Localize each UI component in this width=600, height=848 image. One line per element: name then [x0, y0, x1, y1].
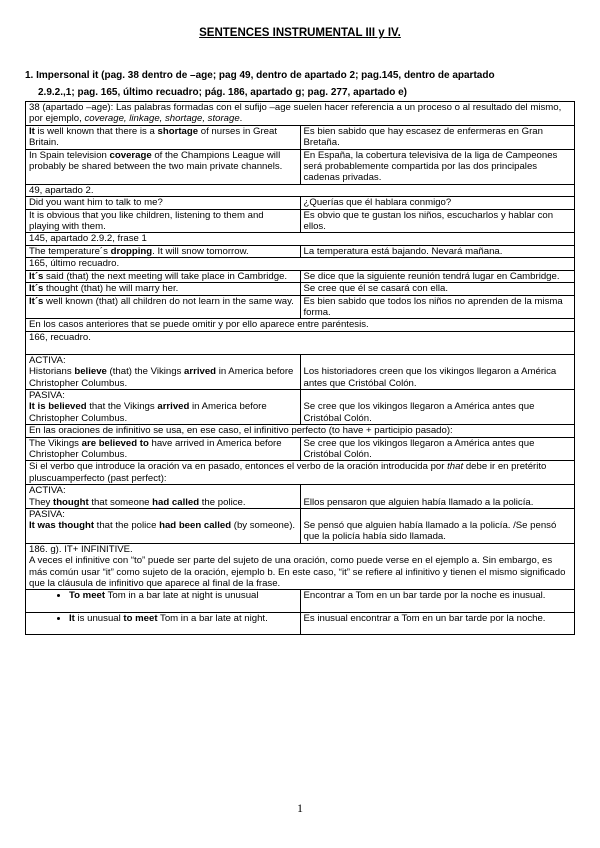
table-row: In Spain television coverage of the Champions League will probably be shared between the two main private channels. En España, la cobertura televisiva de la liga de Campeones será probablemente compartida por las dos principales cadenas privadas. — [26, 149, 575, 184]
table-row: 145, apartado 2.9.2, frase 1 — [26, 233, 575, 245]
page-number: 1 — [297, 801, 303, 815]
list-item: • To meet Tom in a bar late at night is unusual — [69, 590, 297, 601]
table-row: It´s thought (that) he will marry her. Se cree que él se casará con ella. — [26, 283, 575, 295]
table-row: En los casos anteriores that se puede omitir y por ello aparece entre paréntesis. — [26, 319, 575, 331]
table-row: 49, apartado 2. — [26, 184, 575, 196]
table-row: The Vikings are believed to have arrived in America before Christopher Columbus. Se cree que los vikingos llegaron a América antes que Cristóbal Colón. — [26, 437, 575, 461]
table-row: • To meet Tom in a bar late at night is unusual Encontrar a Tom en un bar tarde por la noche es inusual. — [26, 590, 575, 612]
table-row: 165, último recuadro. — [26, 258, 575, 270]
table-row: ACTIVA: Historians believe (that) the Vikings arrived in America before Christopher Columbus. Los historiadores creen que los vikingos llegaron a América antes que Cristóbal Colón. — [26, 354, 575, 389]
heading-line-1: 1. Impersonal it (pag. 38 dentro de –age; pag 49, dentro de apartado 2; pag.145, dentro de apartado — [25, 70, 495, 81]
list-item: • It is unusual to meet Tom in a bar late at night. — [69, 613, 297, 624]
table-row: It´s well known (that) all children do not learn in the same way. Es bien sabido que todos los niños no aprenden de la misma forma. — [26, 295, 575, 319]
table-row: En las oraciones de infinitivo se usa, en ese caso, el infinitivo perfecto (to have + participio pasado): — [26, 425, 575, 437]
table-row: Did you want him to talk to me? ¿Querías que él hablara conmigo? — [26, 197, 575, 209]
table-row: It is well known that there is a shortage of nurses in Great Britain. Es bien sabido que hay escasez de enfermeras en Gran Bretaña. — [26, 125, 575, 149]
section-heading — [25, 67, 585, 101]
table-row: Si el verbo que introduce la oración va en pasado, entonces el verbo de la oración introducida por that debe ir en pretérito pluscuamperfecto (past perfect): — [26, 461, 575, 485]
heading-line-2: 2.9.2.,1; pag. 165, último recuadro; pág. 186, apartado g; pag. 277, apartado e) — [38, 87, 407, 98]
table-row: 38 (apartado –age): Las palabras formadas con el sufijo –age suelen hacer referencia a un proceso o al resultado del mismo, por ejemplo, coverage, linkage, shortage, storage. — [26, 102, 575, 126]
table-row: It´s said (that) the next meeting will take place in Cambridge. Se dice que la siguiente reunión tendrá lugar en Cambridge. — [26, 270, 575, 282]
table-row: ACTIVA: They thought that someone had called the police. Ellos pensaron que alguien había llamado a la policía. — [26, 485, 575, 509]
table-row: • It is unusual to meet Tom in a bar late at night. Es inusual encontrar a Tom en un bar tarde por la noche. — [26, 612, 575, 634]
table-row: 186. g). IT+ INFINITIVE. A veces el infinitive con “to” puede ser parte del sujeto de una oración, como puede verse en el ejemplo a. Sin embargo, es más común usar “it” como sujeto de la oración, ejemplo b. En este caso, “it” se refiere al infinitivo y tienen el mismo significado que la cláusula de infinitivo que aparece al final de la frase. — [26, 543, 575, 590]
table-row: The temperature´s dropping. It will snow tomorrow. La temperatura está bajando. Nevará mañana. — [26, 245, 575, 257]
table-row: It is obvious that you like children, listening to them and playing with them. Es obvio que te gustan los niños, escucharlos y hablar con ellos. — [26, 209, 575, 233]
document-title: SENTENCES INSTRUMENTAL III y IV. — [199, 27, 401, 39]
table-row: PASIVA: It was thought that the police had been called (by someone). Se pensó que alguien había llamado a la policía. /Se pensó que la policía había sido llamada. — [26, 509, 575, 544]
table-row: 166, recuadro. — [26, 331, 575, 354]
sentences-table — [25, 101, 575, 635]
table-row: PASIVA: It is believed that the Vikings arrived in America before Christopher Columbus. Se cree que los vikingos llegaron a América antes que Cristóbal Colón. — [26, 389, 575, 424]
